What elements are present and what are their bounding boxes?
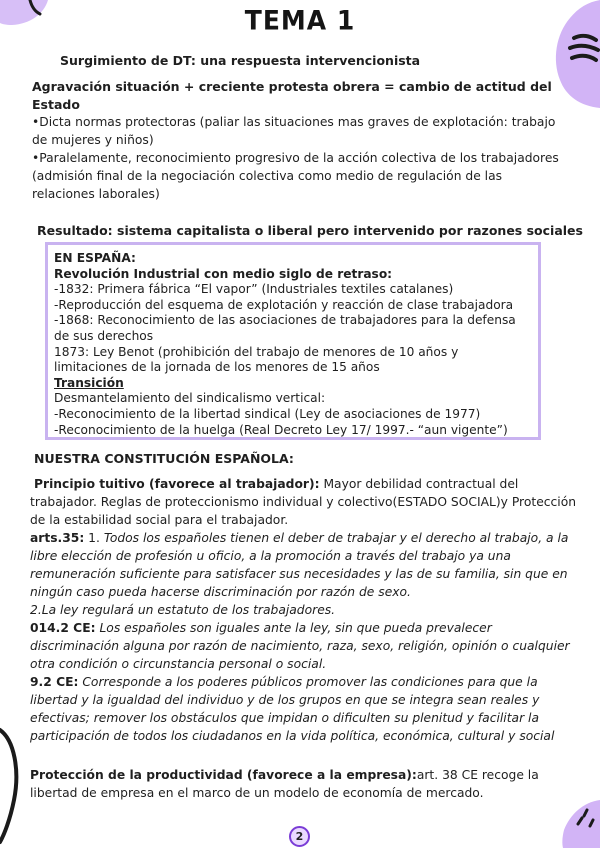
transition-intro: Desmantelamiento del sindicalismo vertical: [54, 391, 326, 406]
art35-num: 1. [84, 531, 104, 545]
spain-section [54, 251, 534, 438]
principle-paragraph [30, 475, 578, 529]
bullet-item: •Dicta normas protectoras (paliar las situaciones mas graves de explotación: trabajo de mujeres y niños) [32, 115, 556, 147]
spain-item: -Reproducción del esquema de explotación y reacción de clase trabajadora [54, 297, 514, 312]
productivity-paragraph [30, 766, 578, 802]
art14-text: Los españoles son iguales ante la ley, sin que pueda prevalecer discriminación alguna por razón de nacimiento, raza, sexo, religión, opinión o cualquier otra condición o circunstancia personal o social. [30, 621, 570, 671]
art35-paragraph [30, 529, 578, 601]
art14-label: 014.2 CE: [30, 621, 96, 635]
spain-item: -1832: Primera fábrica “El vapor” (Industriales textiles catalanes) [54, 282, 454, 297]
spain-item: 1873: Ley Benot (prohibición del trabajo de menores de 10 años y limitaciones de la jornada de los menores de 15 años [54, 344, 459, 375]
subtitle: Surgimiento de DT: una respuesta intervencionista [60, 53, 421, 68]
spain-subheading: Revolución Industrial con medio siglo de retraso: [54, 266, 393, 281]
principle-text: Mayor debilidad contractual del trabajador. Reglas de proteccionismo individual y colectivo(ESTADO SOCIAL)y Protección de la estabilidad social para el trabajador. [30, 477, 577, 527]
art9-text: Corresponde a los poderes públicos promover las condiciones para que la libertad y la igualdad del individuo y de los grupos en que se integra sean reales y efectivas; remover los obstáculos que impidan o dificulten su plenitud y facilitar la participación de todos los ciudadanos en la vida política, económica, cultural y social [30, 675, 555, 743]
art35-text: Todos los españoles tienen el deber de trabajar y el derecho al trabajo, a la libre elección de profesión u oficio, a la promoción a través del trabajo ya una remuneración suficiente para satisfacer sus necesidades y las de su familia, sin que en ningún caso pueda hacerse discriminación por razón de sexo. [30, 531, 569, 599]
bullet-list [32, 113, 562, 203]
art9-label: 9.2 CE: [30, 675, 79, 689]
equation-statement: Agravación situación + creciente protesta obrera = cambio de actitud del Estado [32, 79, 552, 112]
art14-paragraph [30, 619, 578, 673]
spain-heading: EN ESPAÑA: [54, 251, 136, 265]
transition-item: -Reconocimiento de la libertad sindical (Ley de asociaciones de 1977) [54, 406, 481, 421]
bullet-item: •Paralelamente, reconocimiento progresivo de la acción colectiva de los trabajadores (admisión final de la negociación colectiva como medio de regulación de las relaciones laborales) [32, 151, 559, 201]
page-title: TEMA 1 [244, 4, 356, 37]
art35-label: arts.35: [30, 531, 85, 545]
result-statement: Resultado: sistema capitalista o liberal pero intervenido por razones sociales [37, 223, 583, 238]
transition-label: Transición [54, 375, 124, 390]
constitution-body [30, 475, 578, 745]
constitution-heading: NUESTRA CONSTITUCIÓN ESPAÑOLA: [34, 451, 294, 466]
page-number: 2 [289, 826, 310, 847]
principle-label: Principio tuitivo (favorece al trabajador): [34, 477, 320, 491]
productivity-label: Protección de la productividad (favorece a la empresa): [30, 768, 417, 782]
spain-item: -1868: Reconocimiento de las asociaciones de trabajadores para la defensa de sus derechos [54, 313, 516, 343]
transition-item: -Reconocimiento de la huelga (Real Decreto Ley 17/ 1997.- “aun vigente”) [54, 422, 508, 437]
art9-paragraph [30, 673, 578, 745]
art35-point2: 2.La ley regulará un estatuto de los trabajadores. [30, 603, 336, 617]
productivity-text: art. 38 CE recoge la libertad de empresa en el marco de un modelo de economía de mercado. [30, 768, 539, 800]
